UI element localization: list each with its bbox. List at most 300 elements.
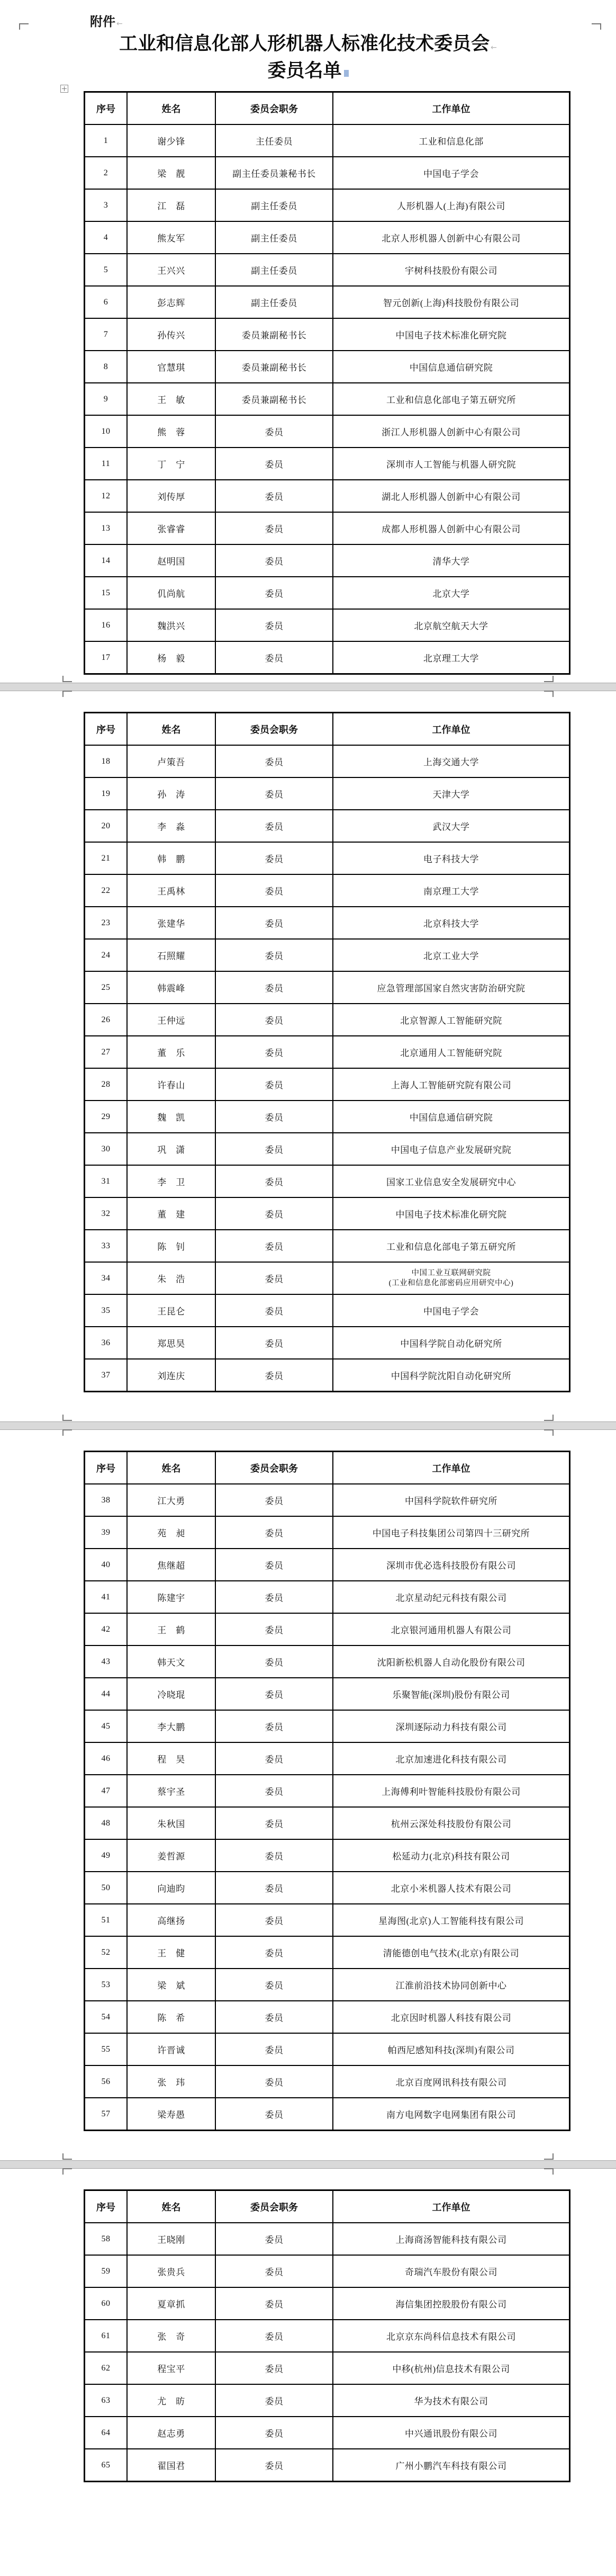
cell-name: 仉尚航 bbox=[127, 577, 215, 609]
cell-seq: 11 bbox=[85, 448, 128, 480]
cell-role: 副主任委员 bbox=[215, 221, 333, 254]
cell-unit bbox=[333, 1262, 570, 1294]
cell-seq: 28 bbox=[85, 1068, 128, 1101]
cell-role: 委员 bbox=[215, 1516, 333, 1549]
member-row bbox=[85, 286, 570, 318]
cell-unit: 南京理工大学 bbox=[333, 874, 570, 907]
cell-unit: 中国电子学会 bbox=[333, 157, 570, 189]
cell-role: 委员 bbox=[215, 1581, 333, 1613]
cell-seq: 53 bbox=[85, 1969, 128, 2001]
table-wrap-2 bbox=[84, 712, 547, 1392]
cell-role: 委员 bbox=[215, 1484, 333, 1516]
cell-seq: 37 bbox=[85, 1359, 128, 1392]
cell-seq: 54 bbox=[85, 2001, 128, 2033]
cell-unit: 北京通用人工智能研究院 bbox=[333, 1036, 570, 1068]
cell-name: 孙 涛 bbox=[127, 777, 215, 810]
attachment-label: 附件 bbox=[90, 15, 115, 29]
cell-seq: 39 bbox=[85, 1516, 128, 1549]
cell-role: 委员 bbox=[215, 1872, 333, 1904]
member-row bbox=[85, 254, 570, 286]
member-row bbox=[85, 1101, 570, 1133]
cell-role: 委员 bbox=[215, 2065, 333, 2098]
member-row bbox=[85, 1359, 570, 1392]
section-break-mark-icon bbox=[344, 70, 349, 77]
cell-role: 委员 bbox=[215, 1839, 333, 1872]
member-row bbox=[85, 1516, 570, 1549]
cell-seq: 6 bbox=[85, 286, 128, 318]
cell-seq: 30 bbox=[85, 1133, 128, 1165]
cell-name: 高继扬 bbox=[127, 1904, 215, 1936]
page-break bbox=[0, 2152, 616, 2176]
cell-role: 委员 bbox=[215, 745, 333, 777]
cell-unit: 广州小鹏汽车科技有限公司 bbox=[333, 2449, 570, 2482]
cell-role: 委员 bbox=[215, 2001, 333, 2033]
cell-unit: 乐聚智能(深圳)股份有限公司 bbox=[333, 1678, 570, 1710]
cell-name: 王仲远 bbox=[127, 1004, 215, 1036]
cell-seq: 27 bbox=[85, 1036, 128, 1068]
cell-role: 委员 bbox=[215, 2255, 333, 2287]
cell-unit: 中国电子信息产业发展研究院 bbox=[333, 1133, 570, 1165]
cell-name: 姜哲源 bbox=[127, 1839, 215, 1872]
cell-role: 委员 bbox=[215, 777, 333, 810]
cell-name: 夏章抓 bbox=[127, 2287, 215, 2320]
column-header-seq: 序号 bbox=[85, 2190, 128, 2223]
title-line-1: 工业和信息化部人形机器人标准化技术委员会 bbox=[119, 33, 490, 54]
cell-role: 委员 bbox=[215, 971, 333, 1004]
unit-line-1: 中国工业互联网研究院 bbox=[411, 1268, 491, 1277]
member-row bbox=[85, 1165, 570, 1197]
member-row bbox=[85, 874, 570, 907]
cell-role: 副主任委员 bbox=[215, 286, 333, 318]
cell-name: 郑思昊 bbox=[127, 1327, 215, 1359]
member-row bbox=[85, 2287, 570, 2320]
cell-name: 许春山 bbox=[127, 1068, 215, 1101]
page-margin-mark-icon bbox=[62, 2153, 72, 2160]
cell-name: 董 乐 bbox=[127, 1036, 215, 1068]
member-row bbox=[85, 124, 570, 157]
page-margin-mark-icon bbox=[544, 691, 554, 697]
cell-role: 委员 bbox=[215, 609, 333, 641]
cell-unit: 北京大学 bbox=[333, 577, 570, 609]
member-row bbox=[85, 1133, 570, 1165]
column-header-name: 姓名 bbox=[127, 713, 215, 746]
cell-name: 王禹林 bbox=[127, 874, 215, 907]
page-gap-band bbox=[0, 2160, 616, 2169]
cell-role: 主任委员 bbox=[215, 124, 333, 157]
member-row bbox=[85, 810, 570, 842]
member-row bbox=[85, 351, 570, 383]
cell-name: 苑 昶 bbox=[127, 1516, 215, 1549]
cell-name: 向迪昀 bbox=[127, 1872, 215, 1904]
table-header-row bbox=[85, 1452, 570, 1484]
cell-name: 朱秋国 bbox=[127, 1807, 215, 1839]
cell-unit: 深圳逐际动力科技有限公司 bbox=[333, 1710, 570, 1742]
member-row bbox=[85, 2033, 570, 2065]
cell-unit: 浙江人形机器人创新中心有限公司 bbox=[333, 415, 570, 448]
cell-unit: 天津大学 bbox=[333, 777, 570, 810]
cell-role: 委员 bbox=[215, 1004, 333, 1036]
cell-role: 委员 bbox=[215, 2287, 333, 2320]
member-row bbox=[85, 1742, 570, 1775]
member-row bbox=[85, 842, 570, 874]
cell-name: 程宝平 bbox=[127, 2352, 215, 2384]
title-line-2: 委员名单 bbox=[267, 60, 342, 81]
unit-line-2: (工业和信息化部密码应用研究中心) bbox=[388, 1278, 514, 1287]
table-header-row bbox=[85, 92, 570, 125]
member-row bbox=[85, 907, 570, 939]
cell-name: 王昆仑 bbox=[127, 1294, 215, 1327]
page-margin-mark-icon bbox=[544, 2168, 554, 2175]
cell-name: 谢少锋 bbox=[127, 124, 215, 157]
cell-seq: 49 bbox=[85, 1839, 128, 1872]
cell-name: 李 淼 bbox=[127, 810, 215, 842]
cell-role: 委员 bbox=[215, 1101, 333, 1133]
cell-role: 委员 bbox=[215, 1133, 333, 1165]
member-row bbox=[85, 939, 570, 971]
cell-seq: 17 bbox=[85, 641, 128, 674]
cell-role: 委员 bbox=[215, 1294, 333, 1327]
cell-role: 委员 bbox=[215, 1230, 333, 1262]
cell-unit: 湖北人形机器人创新中心有限公司 bbox=[333, 480, 570, 512]
cell-name: 朱 浩 bbox=[127, 1262, 215, 1294]
cell-unit: 松延动力(北京)科技有限公司 bbox=[333, 1839, 570, 1872]
page-break bbox=[0, 1414, 616, 1437]
cell-role: 委员 bbox=[215, 907, 333, 939]
paragraph-mark-icon: ← bbox=[116, 20, 123, 28]
cell-seq: 21 bbox=[85, 842, 128, 874]
paragraph-mark-icon: ← bbox=[491, 43, 497, 52]
member-row bbox=[85, 1484, 570, 1516]
cell-role: 委员 bbox=[215, 939, 333, 971]
cell-unit: 工业和信息化部电子第五研究所 bbox=[333, 383, 570, 415]
attachment-label-line bbox=[90, 13, 616, 31]
cell-unit: 北京航空航天大学 bbox=[333, 609, 570, 641]
cell-seq: 62 bbox=[85, 2352, 128, 2384]
cell-seq: 19 bbox=[85, 777, 128, 810]
member-row bbox=[85, 415, 570, 448]
member-row bbox=[85, 1872, 570, 1904]
cell-role: 委员 bbox=[215, 1327, 333, 1359]
cell-role: 委员 bbox=[215, 2417, 333, 2449]
page-margin-mark-icon bbox=[62, 676, 72, 682]
cell-role: 委员 bbox=[215, 1359, 333, 1392]
cell-unit: 北京银河通用机器人有限公司 bbox=[333, 1613, 570, 1645]
column-header-seq: 序号 bbox=[85, 92, 128, 125]
cell-name: 江 磊 bbox=[127, 189, 215, 221]
cell-unit: 深圳市人工智能与机器人研究院 bbox=[333, 448, 570, 480]
cell-name: 石照耀 bbox=[127, 939, 215, 971]
page-gap-band bbox=[0, 1421, 616, 1430]
cell-role: 委员 bbox=[215, 1678, 333, 1710]
cell-seq: 3 bbox=[85, 189, 128, 221]
cell-unit: 北京小米机器人技术有限公司 bbox=[333, 1872, 570, 1904]
page-margin-mark-icon bbox=[544, 676, 554, 682]
cell-unit: 北京加速进化科技有限公司 bbox=[333, 1742, 570, 1775]
member-row bbox=[85, 2352, 570, 2384]
cell-role: 委员 bbox=[215, 842, 333, 874]
cell-seq: 4 bbox=[85, 221, 128, 254]
column-header-name: 姓名 bbox=[127, 1452, 215, 1484]
page-margin-mark-icon bbox=[62, 691, 72, 697]
member-row bbox=[85, 2065, 570, 2098]
cell-role: 副主任委员兼秘书长 bbox=[215, 157, 333, 189]
cell-seq: 59 bbox=[85, 2255, 128, 2287]
cell-unit: 工业和信息化部电子第五研究所 bbox=[333, 1230, 570, 1262]
member-row bbox=[85, 609, 570, 641]
member-row bbox=[85, 1807, 570, 1839]
cell-unit: 星海图(北京)人工智能科技有限公司 bbox=[333, 1904, 570, 1936]
cell-unit: 中兴通讯股份有限公司 bbox=[333, 2417, 570, 2449]
cell-name: 李 卫 bbox=[127, 1165, 215, 1197]
member-row bbox=[85, 2098, 570, 2131]
cell-role: 委员 bbox=[215, 2223, 333, 2255]
member-row bbox=[85, 189, 570, 221]
member-row bbox=[85, 1004, 570, 1036]
cell-seq: 8 bbox=[85, 351, 128, 383]
cell-seq: 61 bbox=[85, 2320, 128, 2352]
cell-name: 杨 毅 bbox=[127, 641, 215, 674]
cell-role: 委员兼副秘书长 bbox=[215, 318, 333, 351]
column-header-name: 姓名 bbox=[127, 2190, 215, 2223]
cell-seq: 48 bbox=[85, 1807, 128, 1839]
cell-name: 魏 凯 bbox=[127, 1101, 215, 1133]
cell-unit: 人形机器人(上海)有限公司 bbox=[333, 189, 570, 221]
cell-role: 委员 bbox=[215, 1036, 333, 1068]
cell-name: 官慧琪 bbox=[127, 351, 215, 383]
member-row bbox=[85, 1710, 570, 1742]
cell-seq: 56 bbox=[85, 2065, 128, 2098]
member-row bbox=[85, 448, 570, 480]
cell-role: 委员 bbox=[215, 1710, 333, 1742]
cell-role: 委员兼副秘书长 bbox=[215, 351, 333, 383]
cell-role: 委员 bbox=[215, 512, 333, 544]
page-margin-mark-icon bbox=[544, 1429, 554, 1436]
cell-role: 委员 bbox=[215, 1068, 333, 1101]
cell-role: 委员 bbox=[215, 577, 333, 609]
cell-unit: 南方电网数字电网集团有限公司 bbox=[333, 2098, 570, 2131]
cell-seq: 44 bbox=[85, 1678, 128, 1710]
cell-name: 翟国君 bbox=[127, 2449, 215, 2482]
member-row bbox=[85, 2417, 570, 2449]
cell-role: 委员 bbox=[215, 2320, 333, 2352]
column-header-unit: 工作单位 bbox=[333, 1452, 570, 1484]
cell-seq: 34 bbox=[85, 1262, 128, 1294]
cell-seq: 16 bbox=[85, 609, 128, 641]
cell-unit: 海信集团控股股份有限公司 bbox=[333, 2287, 570, 2320]
member-row bbox=[85, 577, 570, 609]
cell-role: 委员 bbox=[215, 2384, 333, 2417]
cell-seq: 64 bbox=[85, 2417, 128, 2449]
cell-name: 赵志勇 bbox=[127, 2417, 215, 2449]
cell-seq: 29 bbox=[85, 1101, 128, 1133]
member-row bbox=[85, 641, 570, 674]
cell-name: 陈 钊 bbox=[127, 1230, 215, 1262]
cell-role: 委员 bbox=[215, 810, 333, 842]
page-margin-mark-icon bbox=[19, 23, 29, 30]
cell-name: 陈建宇 bbox=[127, 1581, 215, 1613]
member-row bbox=[85, 2255, 570, 2287]
member-row bbox=[85, 1645, 570, 1678]
table-move-handle-icon[interactable] bbox=[60, 85, 68, 93]
member-row bbox=[85, 512, 570, 544]
cell-name: 蔡宇圣 bbox=[127, 1775, 215, 1807]
cell-name: 张睿睿 bbox=[127, 512, 215, 544]
cell-role: 委员 bbox=[215, 544, 333, 577]
cell-name: 魏洪兴 bbox=[127, 609, 215, 641]
member-row bbox=[85, 1294, 570, 1327]
cell-role: 委员 bbox=[215, 1969, 333, 2001]
cell-role: 委员 bbox=[215, 2352, 333, 2384]
cell-role: 委员 bbox=[215, 1742, 333, 1775]
document-title bbox=[0, 32, 616, 83]
cell-name: 许晋诚 bbox=[127, 2033, 215, 2065]
cell-seq: 60 bbox=[85, 2287, 128, 2320]
cell-role: 副主任委员 bbox=[215, 189, 333, 221]
cell-seq: 10 bbox=[85, 415, 128, 448]
cell-role: 委员 bbox=[215, 1613, 333, 1645]
page-margin-mark-icon bbox=[62, 2168, 72, 2175]
cell-name: 韩震峰 bbox=[127, 971, 215, 1004]
cell-unit: 成都人形机器人创新中心有限公司 bbox=[333, 512, 570, 544]
cell-seq: 7 bbox=[85, 318, 128, 351]
cell-unit: 奇瑞汽车股份有限公司 bbox=[333, 2255, 570, 2287]
member-row bbox=[85, 1678, 570, 1710]
cell-unit: 工业和信息化部 bbox=[333, 124, 570, 157]
cell-seq: 55 bbox=[85, 2033, 128, 2065]
cell-seq: 51 bbox=[85, 1904, 128, 1936]
cell-unit: 宇树科技股份有限公司 bbox=[333, 254, 570, 286]
cell-name: 张贵兵 bbox=[127, 2255, 215, 2287]
cell-seq: 42 bbox=[85, 1613, 128, 1645]
page-margin-mark-icon bbox=[62, 1415, 72, 1421]
cell-name: 王 敏 bbox=[127, 383, 215, 415]
cell-unit: 北京百度网讯科技有限公司 bbox=[333, 2065, 570, 2098]
cell-seq: 38 bbox=[85, 1484, 128, 1516]
column-header-unit: 工作单位 bbox=[333, 713, 570, 746]
cell-unit: 上海交通大学 bbox=[333, 745, 570, 777]
page-margin-mark-icon bbox=[62, 1429, 72, 1436]
committee-table-page-1 bbox=[84, 91, 570, 675]
member-row bbox=[85, 2320, 570, 2352]
cell-name: 巩 潇 bbox=[127, 1133, 215, 1165]
column-header-unit: 工作单位 bbox=[333, 92, 570, 125]
member-row bbox=[85, 1904, 570, 1936]
cell-unit: 中国科学院自动化研究所 bbox=[333, 1327, 570, 1359]
cell-unit: 帕西尼感知科技(深圳)有限公司 bbox=[333, 2033, 570, 2065]
member-row bbox=[85, 383, 570, 415]
cell-unit: 上海人工智能研究院有限公司 bbox=[333, 1068, 570, 1101]
cell-unit: 中国信息通信研究院 bbox=[333, 1101, 570, 1133]
table-header-row bbox=[85, 2190, 570, 2223]
cell-seq: 1 bbox=[85, 124, 128, 157]
page-margin-mark-icon bbox=[544, 2153, 554, 2160]
cell-role: 委员 bbox=[215, 2098, 333, 2131]
cell-name: 江大勇 bbox=[127, 1484, 215, 1516]
cell-seq: 25 bbox=[85, 971, 128, 1004]
column-header-role: 委员会职务 bbox=[215, 713, 333, 746]
cell-seq: 24 bbox=[85, 939, 128, 971]
member-row bbox=[85, 1581, 570, 1613]
cell-unit: 智元创新(上海)科技股份有限公司 bbox=[333, 286, 570, 318]
committee-table-page-3 bbox=[84, 1451, 570, 2131]
member-row bbox=[85, 1969, 570, 2001]
cell-unit: 中移(杭州)信息技术有限公司 bbox=[333, 2352, 570, 2384]
column-header-seq: 序号 bbox=[85, 1452, 128, 1484]
cell-role: 委员 bbox=[215, 1197, 333, 1230]
cell-role: 委员 bbox=[215, 1549, 333, 1581]
cell-role: 委员 bbox=[215, 1807, 333, 1839]
cell-seq: 40 bbox=[85, 1549, 128, 1581]
cell-name: 张 玮 bbox=[127, 2065, 215, 2098]
member-row bbox=[85, 1839, 570, 1872]
cell-seq: 15 bbox=[85, 577, 128, 609]
cell-seq: 45 bbox=[85, 1710, 128, 1742]
cell-name: 梁 斌 bbox=[127, 1969, 215, 2001]
member-row bbox=[85, 1036, 570, 1068]
cell-unit: 北京因时机器人科技有限公司 bbox=[333, 2001, 570, 2033]
member-row bbox=[85, 1262, 570, 1294]
page-margin-mark-icon bbox=[592, 23, 601, 30]
member-row bbox=[85, 221, 570, 254]
table-wrap-3 bbox=[84, 1451, 547, 2131]
document-page-3 bbox=[0, 1437, 616, 2152]
cell-name: 孙传兴 bbox=[127, 318, 215, 351]
member-row bbox=[85, 1775, 570, 1807]
cell-seq: 46 bbox=[85, 1742, 128, 1775]
cell-seq: 36 bbox=[85, 1327, 128, 1359]
member-row bbox=[85, 777, 570, 810]
cell-unit: 中国信息通信研究院 bbox=[333, 351, 570, 383]
cell-unit: 华为技术有限公司 bbox=[333, 2384, 570, 2417]
cell-name: 韩天文 bbox=[127, 1645, 215, 1678]
cell-name: 董 建 bbox=[127, 1197, 215, 1230]
column-header-seq: 序号 bbox=[85, 713, 128, 746]
cell-role: 委员 bbox=[215, 2033, 333, 2065]
cell-unit: 上海傅利叶智能科技股份有限公司 bbox=[333, 1775, 570, 1807]
cell-role: 委员 bbox=[215, 641, 333, 674]
member-row bbox=[85, 1613, 570, 1645]
cell-name: 赵明国 bbox=[127, 544, 215, 577]
member-row bbox=[85, 157, 570, 189]
page-margin-mark-icon bbox=[544, 1415, 554, 1421]
column-header-name: 姓名 bbox=[127, 92, 215, 125]
cell-unit: 国家工业信息安全发展研究中心 bbox=[333, 1165, 570, 1197]
cell-unit: 上海商汤智能科技有限公司 bbox=[333, 2223, 570, 2255]
cell-role: 委员 bbox=[215, 1904, 333, 1936]
member-row bbox=[85, 1068, 570, 1101]
title-line-1-wrap bbox=[0, 32, 616, 59]
table-wrap-1 bbox=[84, 91, 547, 675]
page-gap-band bbox=[0, 683, 616, 691]
cell-name: 刘连庆 bbox=[127, 1359, 215, 1392]
cell-name: 王晓刚 bbox=[127, 2223, 215, 2255]
cell-seq: 47 bbox=[85, 1775, 128, 1807]
column-header-role: 委员会职务 bbox=[215, 2190, 333, 2223]
cell-unit: 江淮前沿技术协同创新中心 bbox=[333, 1969, 570, 2001]
cell-seq: 43 bbox=[85, 1645, 128, 1678]
cell-unit: 北京工业大学 bbox=[333, 939, 570, 971]
cell-role: 委员 bbox=[215, 415, 333, 448]
member-row bbox=[85, 2384, 570, 2417]
cell-seq: 2 bbox=[85, 157, 128, 189]
member-row bbox=[85, 544, 570, 577]
cell-seq: 12 bbox=[85, 480, 128, 512]
cell-seq: 41 bbox=[85, 1581, 128, 1613]
cell-unit: 中国电子技术标准化研究院 bbox=[333, 318, 570, 351]
cell-name: 冷晓琨 bbox=[127, 1678, 215, 1710]
cell-role: 委员 bbox=[215, 1775, 333, 1807]
cell-name: 程 昊 bbox=[127, 1742, 215, 1775]
